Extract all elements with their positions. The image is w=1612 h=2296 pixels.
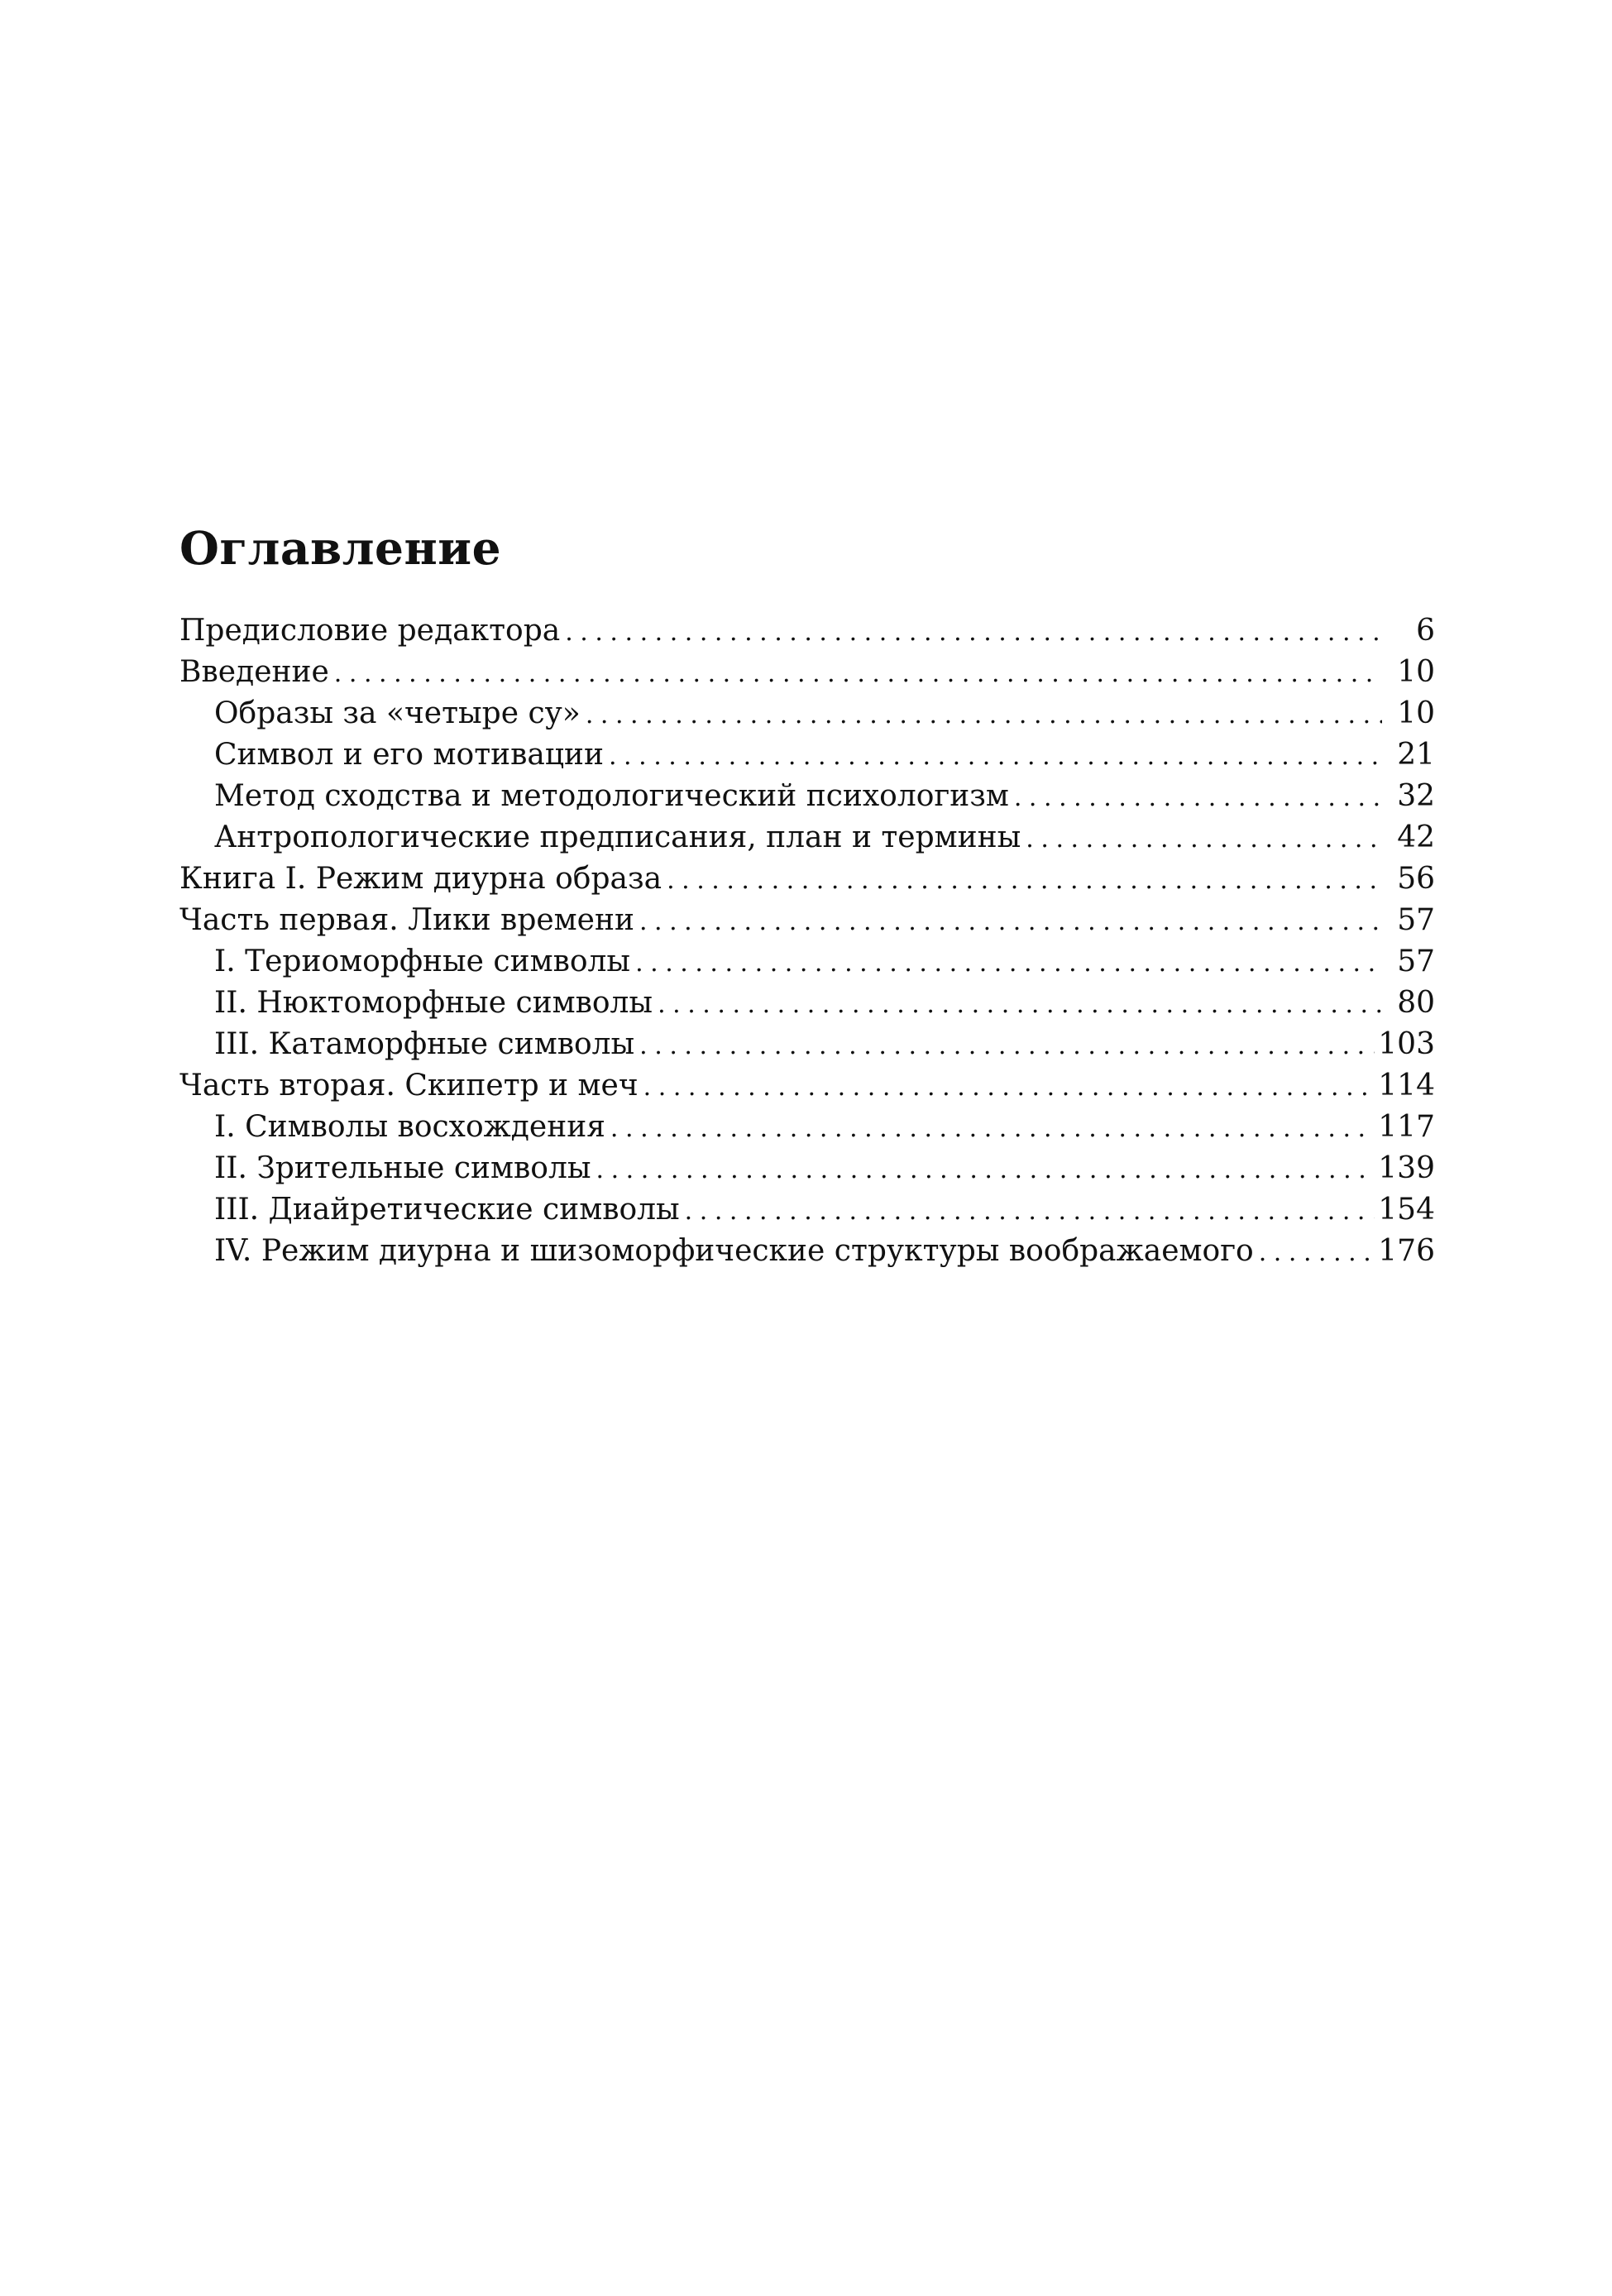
toc-entry <box>179 1107 1435 1148</box>
toc-page-number: 176 <box>1378 1234 1435 1268</box>
toc-entry <box>179 1231 1435 1272</box>
toc-entry <box>179 610 1435 652</box>
toc-list <box>179 610 1435 1272</box>
toc-entry-title: II. Зрительные символы <box>214 1151 591 1185</box>
toc-entry <box>179 1065 1435 1107</box>
dot-leader <box>1026 819 1382 860</box>
toc-entry-title: Образы за «четыре су» <box>214 696 581 730</box>
dot-leader <box>635 943 1382 984</box>
toc-entry-title: I. Териоморфные символы <box>214 945 631 978</box>
toc-entry <box>179 1189 1435 1231</box>
toc-entry <box>179 1024 1435 1065</box>
toc-page-number: 80 <box>1397 986 1435 1020</box>
dot-leader <box>639 902 1382 943</box>
toc-entry-title: II. Нюктоморфные символы <box>214 986 653 1020</box>
toc-entry-title: IV. Режим диурна и шизоморфические структуры воображаемого <box>214 1234 1254 1268</box>
toc-heading: Оглавление <box>179 521 502 575</box>
toc-entry-title: Антропологические предписания, план и термины <box>214 820 1021 854</box>
dot-leader <box>609 736 1382 777</box>
toc-page-number: 6 <box>1416 614 1435 648</box>
dot-leader <box>1259 1232 1375 1274</box>
toc-page-number: 139 <box>1378 1151 1435 1185</box>
toc-page-number: 103 <box>1378 1027 1435 1061</box>
toc-entry <box>179 652 1435 693</box>
dot-leader <box>586 695 1382 736</box>
dot-leader <box>610 1108 1375 1150</box>
toc-entry-title: Книга I. Режим диурна образа <box>179 862 662 896</box>
dot-leader <box>667 860 1382 902</box>
dot-leader <box>565 612 1382 653</box>
dot-leader <box>596 1150 1375 1191</box>
toc-entry-title: I. Символы восхождения <box>214 1110 605 1144</box>
toc-entry <box>179 693 1435 734</box>
toc-page-number: 32 <box>1397 779 1435 813</box>
toc-page-number: 42 <box>1397 820 1435 854</box>
toc-entry-title: Символ и его мотивации <box>214 738 604 772</box>
toc-entry <box>179 817 1435 859</box>
toc-page-number: 10 <box>1397 655 1435 689</box>
toc-entry <box>179 941 1435 983</box>
toc-entry <box>179 859 1435 900</box>
toc-page-number: 10 <box>1397 696 1435 730</box>
toc-entry-title: Метод сходства и методологический психологизм <box>214 779 1009 813</box>
toc-page-number: 57 <box>1397 945 1435 978</box>
dot-leader <box>658 984 1382 1026</box>
toc-page-number: 117 <box>1378 1110 1435 1144</box>
toc-page-number: 114 <box>1378 1069 1435 1103</box>
toc-entry <box>179 900 1435 941</box>
toc-page-number: 56 <box>1397 862 1435 896</box>
toc-entry-title: Часть первая. Лики времени <box>179 903 634 937</box>
toc-entry-title: III. Катаморфные символы <box>214 1027 635 1061</box>
dot-leader <box>685 1191 1375 1232</box>
dot-leader <box>639 1026 1375 1067</box>
toc-entry <box>179 983 1435 1024</box>
toc-entry-title: Предисловие редактора <box>179 614 561 648</box>
dot-leader <box>334 653 1382 695</box>
toc-entry <box>179 776 1435 817</box>
toc-entry-title: Введение <box>179 655 329 689</box>
toc-page-number: 21 <box>1397 738 1435 772</box>
toc-entry-title: Часть вторая. Скипетр и меч <box>179 1069 639 1103</box>
toc-entry-title: III. Диайретические символы <box>214 1193 680 1227</box>
toc-entry <box>179 1148 1435 1189</box>
toc-entry <box>179 734 1435 776</box>
toc-page-number: 57 <box>1397 903 1435 937</box>
toc-page-number: 154 <box>1378 1193 1435 1227</box>
dot-leader <box>1014 777 1382 819</box>
dot-leader <box>643 1067 1375 1108</box>
